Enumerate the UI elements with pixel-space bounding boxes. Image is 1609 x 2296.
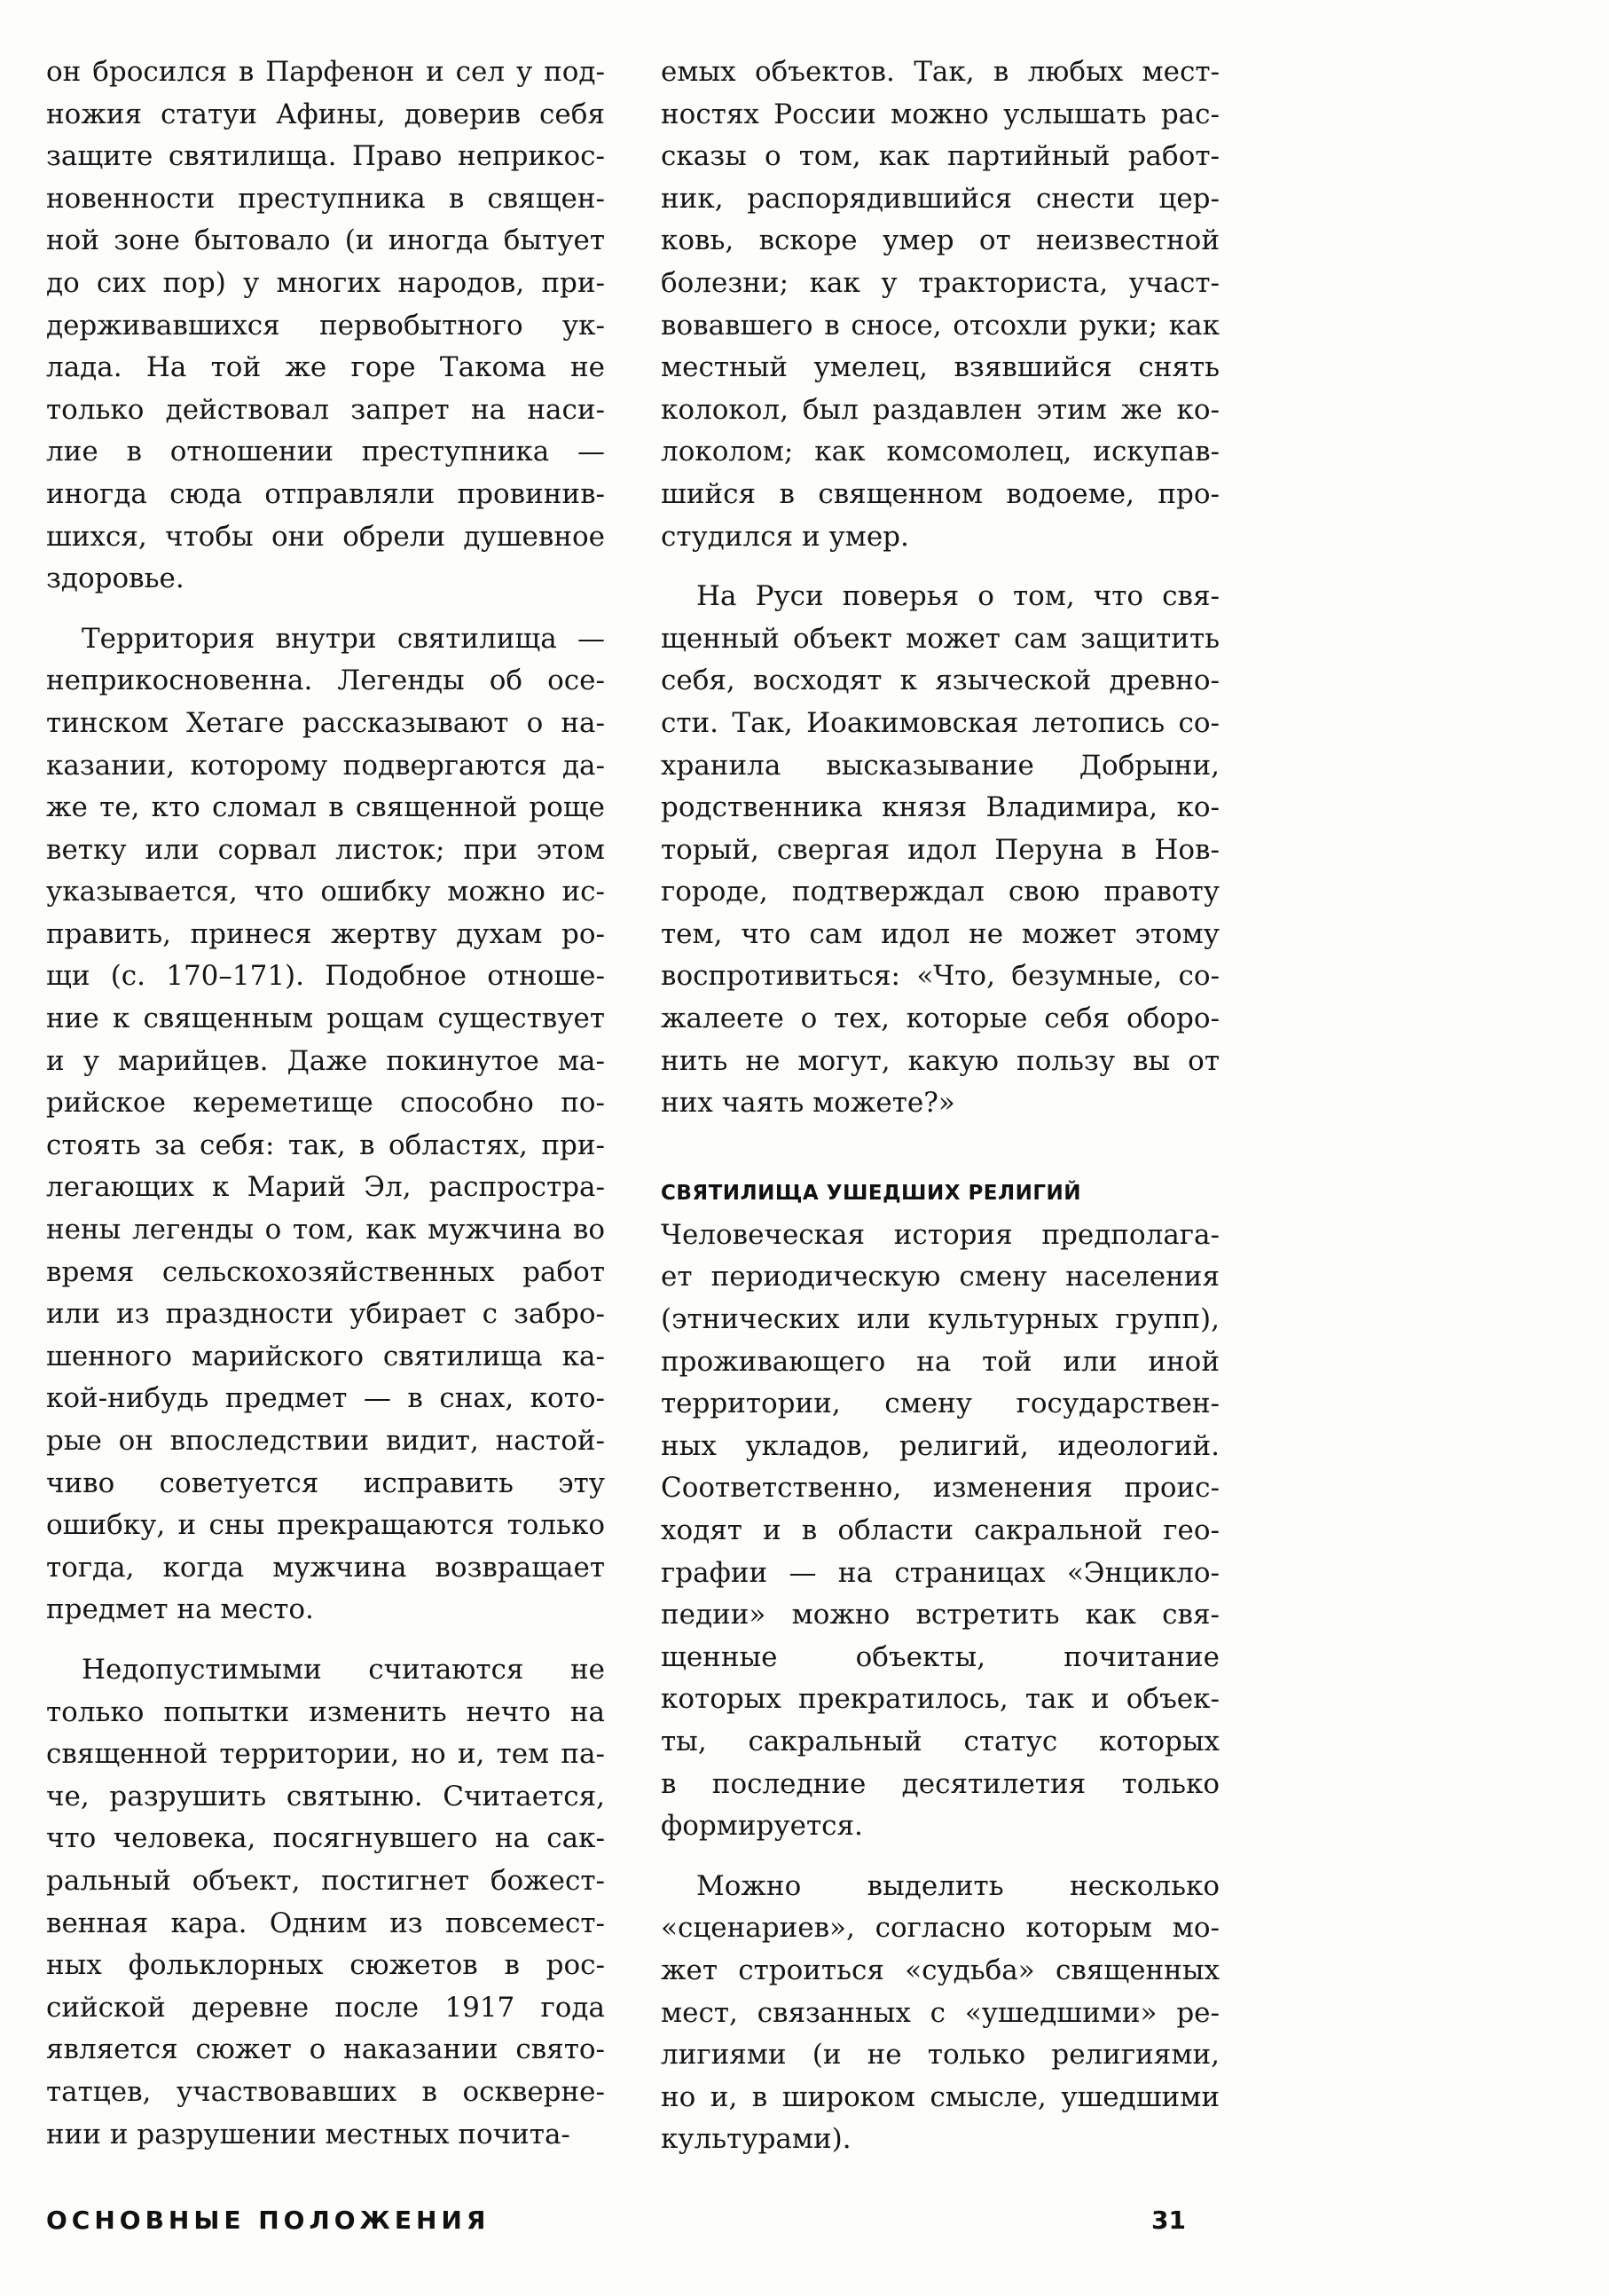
text-line: локолом; как комсомолец, искупав- [661, 436, 1220, 468]
text-line: щенный объект может сам защитить [661, 622, 1220, 655]
text-line: родственника князя Владимира, ко- [661, 791, 1220, 824]
text-line: легающих к Марий Эл, распростра- [46, 1171, 605, 1204]
text-line: он бросился в Парфенон и сел у под- [46, 56, 605, 88]
text-line: ных укладов, религий, идеологий. [661, 1429, 1220, 1462]
text-line: которых прекратилось, так и объек- [661, 1683, 1220, 1716]
text-line: городе, подтверждал свою правоту [661, 876, 1220, 908]
text-line: здоровье. [46, 562, 184, 595]
text-line: рые он впоследствии видит, настой- [46, 1425, 605, 1457]
text-line: щенные объекты, почитание [661, 1640, 1220, 1673]
text-line: ножия статуи Афины, доверив себя [46, 98, 605, 130]
text-line: является сюжет о наказании свято- [46, 2033, 605, 2066]
text-line: ты, сакральный статус которых [661, 1725, 1220, 1757]
text-line: что человека, посягнувшего на сак- [46, 1822, 605, 1855]
text-line: тогда, когда мужчина возвращает [46, 1551, 605, 1584]
text-line: торый, свергая идол Перуна в Нов- [661, 833, 1220, 866]
section-heading: СВЯТИЛИЩА УШЕДШИХ РЕЛИГИЙ [661, 1181, 1082, 1205]
text-line: кой-нибудь предмет — в снах, кото- [46, 1382, 605, 1415]
text-line: иногда сюда отправляли провинив- [46, 477, 605, 510]
text-line: нить не могут, какую пользу вы от [661, 1044, 1220, 1077]
text-line: сийской деревне после 1917 года [46, 1991, 605, 2024]
text-line: че, разрушить святыню. Считается, [46, 1780, 605, 1812]
text-line: ральный объект, постигнет божест- [46, 1864, 605, 1897]
text-line: ник, распорядившийся снести цер- [661, 182, 1220, 215]
paragraph-gap [46, 601, 605, 618]
text-line: сказы о том, как партийный работ- [661, 140, 1220, 173]
text-line: ностях России можно услышать рас- [661, 98, 1220, 130]
text-line: Человеческая история предполага- [661, 1218, 1220, 1251]
text-line: хранила высказывание Добрыни, [661, 749, 1220, 782]
text-line: Территория внутри святилища — [82, 622, 605, 655]
paragraph [661, 576, 1220, 1125]
text-line: проживающего на той или иной [661, 1345, 1220, 1378]
text-line: На Руси поверья о том, что свя- [696, 580, 1220, 613]
text-line: тем, что сам идол не может этому [661, 917, 1220, 950]
paragraph [661, 51, 1220, 558]
text-line: себя, восходят к языческой древно- [661, 664, 1220, 697]
text-line: чиво советуется исправить эту [46, 1466, 605, 1499]
text-line: болезни; как у тракториста, участ- [661, 266, 1220, 299]
paragraph-gap [661, 1848, 1220, 1866]
left-column [46, 51, 605, 2156]
text-line: ние к священным рощам существует [46, 1003, 605, 1035]
section-gap [661, 1125, 1220, 1173]
text-line: жет строиться «судьба» священных [661, 1954, 1220, 1986]
paragraph [661, 1215, 1220, 1848]
text-line: педии» можно встретить как свя- [661, 1599, 1220, 1632]
text-line: «сценариев», согласно которым мо- [661, 1912, 1220, 1945]
text-line: ных фольклорных сюжетов в рос- [46, 1949, 605, 1982]
text-line: ной зоне бытовало (и иногда бытует [46, 224, 605, 257]
paragraph [46, 1649, 605, 2156]
text-line: территории, смену государствен- [661, 1388, 1220, 1420]
text-line: время сельскохозяйственных работ [46, 1255, 605, 1288]
right-column [661, 51, 1220, 2161]
page-number: 31 [1151, 2206, 1186, 2235]
text-line: ковь, вскоре умер от неизвестной [661, 224, 1220, 257]
text-line: указывается, что ошибку можно ис- [46, 876, 605, 908]
paragraph-gap [46, 1632, 605, 1649]
text-line: Недопустимыми считаются не [82, 1653, 605, 1686]
text-line: держивавшихся первобытного ук- [46, 309, 605, 342]
text-line: (этнических или культурных групп), [661, 1303, 1220, 1336]
text-line: лигиями (и не только религиями, [661, 2039, 1220, 2072]
text-line: тинском Хетаге рассказывают о на- [46, 706, 605, 739]
running-footer-title: ОСНОВНЫЕ ПОЛОЖЕНИЯ [46, 2206, 491, 2235]
text-line: или из праздности убирает с забро- [46, 1298, 605, 1331]
paragraph [46, 618, 605, 1632]
text-line: ет периодическую смену населения [661, 1261, 1220, 1293]
text-line: новенности преступника в священ- [46, 182, 605, 215]
paragraph-gap [661, 558, 1220, 576]
text-line: рийское кереметище способно по- [46, 1087, 605, 1120]
text-line: них чаять можете?» [661, 1087, 955, 1120]
text-line: шийся в священном водоеме, про- [661, 477, 1220, 510]
text-line: культурами). [661, 2123, 852, 2156]
text-line: Соответственно, изменения проис- [661, 1472, 1220, 1505]
text-line: казании, которому подвергаются да- [46, 749, 605, 782]
text-line: местный умелец, взявшийся снять [661, 351, 1220, 384]
text-line: формируется. [661, 1810, 863, 1843]
text-line: но и, в широком смысле, ушедшими [661, 2080, 1220, 2113]
text-line: предмет на место. [46, 1593, 314, 1626]
text-line: лие в отношении преступника — [46, 436, 605, 468]
text-line: студился и умер. [661, 520, 909, 553]
text-line: же те, кто сломал в священной роще [46, 791, 605, 824]
text-line: жалеете о тех, которые себя оборо- [661, 1003, 1220, 1035]
paragraph [661, 1866, 1220, 2161]
text-line: лада. На той же горе Такома не [46, 351, 605, 384]
text-line: неприкосновенна. Легенды об осе- [46, 664, 605, 697]
text-line: и у марийцев. Даже покинутое ма- [46, 1044, 605, 1077]
text-line: ошибку, и сны прекращаются только [46, 1509, 605, 1542]
text-line: Можно выделить несколько [696, 1869, 1220, 1902]
text-line: шенного марийского святилища ка- [46, 1340, 605, 1372]
text-line: до сих пор) у многих народов, при- [46, 266, 605, 299]
text-line: нии и разрушении местных почита- [46, 2118, 570, 2151]
text-line: емых объектов. Так, в любых мест- [661, 56, 1220, 88]
text-line: воспротивиться: «Что, безумные, со- [661, 960, 1220, 993]
paragraph [46, 51, 605, 601]
text-line: стоять за себя: так, в областях, при- [46, 1128, 605, 1161]
text-line: шихся, чтобы они обрели душевное [46, 520, 605, 553]
text-line: править, принеся жертву духам ро- [46, 917, 605, 950]
text-line: священной территории, но и, тем па- [46, 1738, 605, 1771]
text-line: щи (с. 170–171). Подобное отноше- [46, 960, 605, 993]
text-line: вовавшего в сносе, отсохли руки; как [661, 309, 1220, 342]
text-line: татцев, участвовавших в осквернe- [46, 2075, 605, 2108]
text-line: графии — на страницах «Энцикло- [661, 1556, 1220, 1589]
text-line: только попытки изменить нечто на [46, 1695, 605, 1728]
text-line: нены легенды о том, как мужчина во [46, 1214, 605, 1246]
text-line: венная кара. Одним из повсемест- [46, 1907, 605, 1939]
text-line: сти. Так, Иоакимовская летопись со- [661, 706, 1220, 739]
text-line: только действовал запрет на наси- [46, 393, 605, 426]
text-line: ветку или сорвал листок; при этом [46, 833, 605, 866]
text-line: ходят и в области сакральной гео- [661, 1514, 1220, 1546]
text-line: защите святилища. Право неприкос- [46, 140, 605, 173]
text-line: в последние десятилетия только [661, 1767, 1220, 1800]
text-line: мест, связанных с «ушедшими» ре- [661, 1996, 1220, 2029]
text-line: колокол, был раздавлен этим же ко- [661, 393, 1220, 426]
